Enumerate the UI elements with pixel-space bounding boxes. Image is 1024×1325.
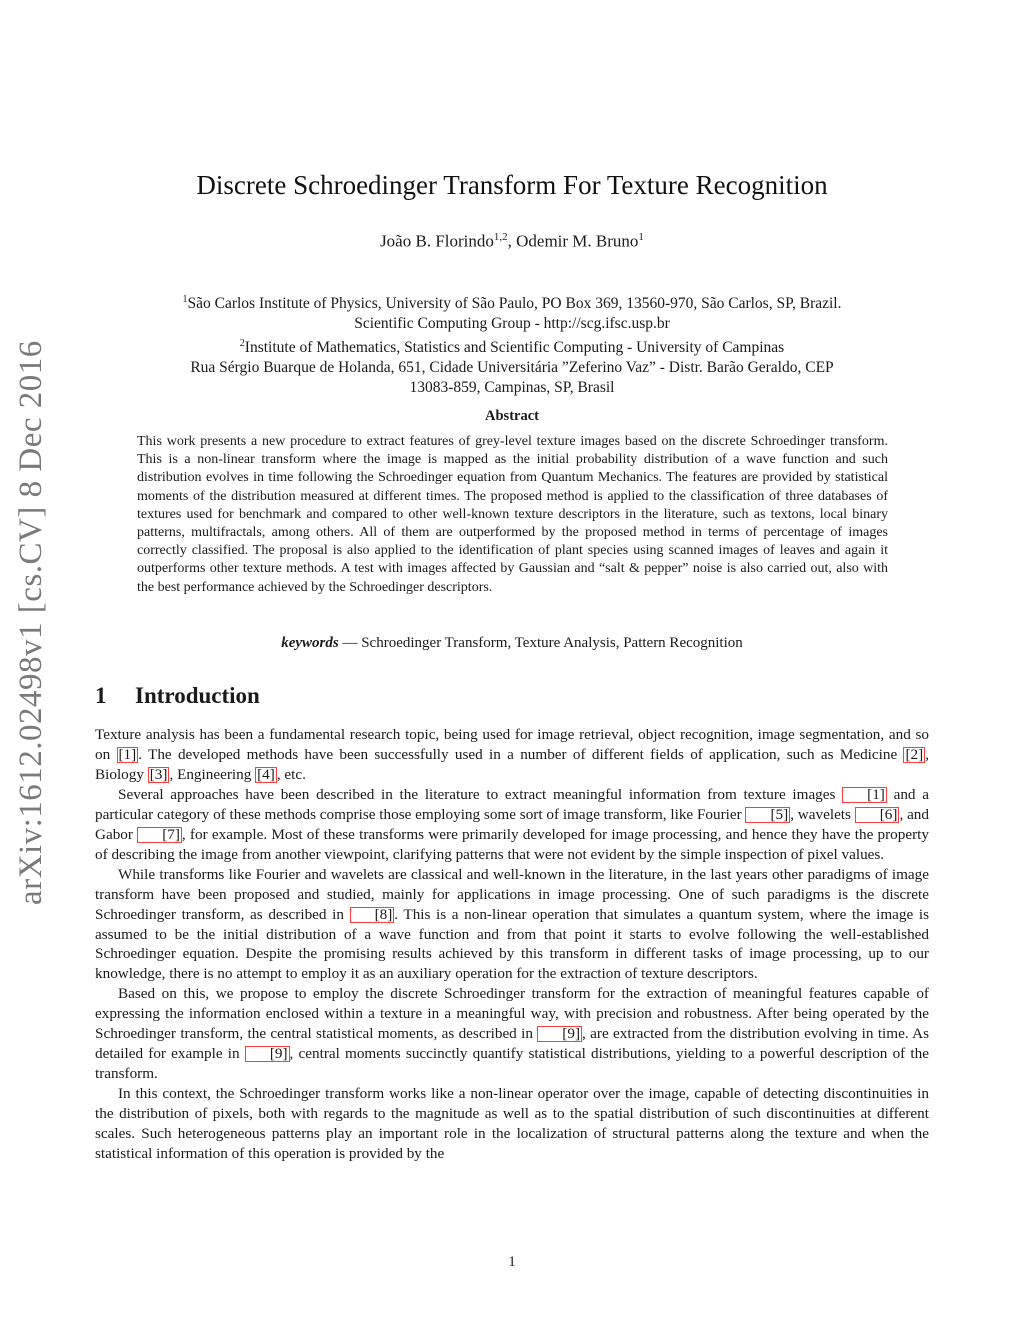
text-run: . This is a non-linear operation that simulates a quantum system, where the image is assumed to be the initial distribution of a wave function and from that point it starts to evolve following the well-established Schroedinger equation. Despite the promising results achieved by this transform in different tasks of image processing, up to our knowledge, there is no attempt to employ it as an auxiliary operation for the extraction of texture descriptors. [95,905,929,983]
text-run: , and Gabor [95,805,929,843]
text-run: , Biology [95,745,929,783]
affiliation-marker: 1 [182,294,188,305]
citation-link[interactable]: [1] [118,745,137,763]
text-run: Several approaches have been described in the literature to extract meaningful information from texture images [118,785,843,803]
text-run: While transforms like Fourier and wavelets are classical and well-known in the literature, in the last years other paradigms of image transform have been proposed and studied, mainly for applications in image processing. One of such paradigms is the discrete Schroedinger transform, as described in [95,865,929,923]
author-name: João B. Florindo [380,231,494,251]
paragraph [95,984,929,1084]
section-number: 1 [95,683,107,708]
text-run: Texture analysis has been a fundamental research topic, being used for image retrieval, object recognition, image segmentation, and so on [95,726,929,763]
citation-link[interactable]: [9] [537,1026,582,1042]
paragraph [95,725,929,785]
affiliation-marker: 1,2 [493,231,508,243]
affiliation-line: Scientific Computing Group - http://scg.ifsc.usp.br [354,315,670,333]
affiliation-text: São Carlos Institute of Physics, University of São Paulo, PO Box 369, 13560-970, São Carlos, SP, Brazil. [187,295,842,313]
abstract-text: This work presents a new procedure to extract features of grey-level texture images based on the discrete Schroedinger transform. This is a non-linear transform where the image is mapped as the initial probability distribution of a wave function and such distribution evolves in time following the Schroedinger equation from Quantum Mechanics. The features are provided by statistical moments of the distribution measured at different times. The proposed method is applied to the classification of three databases of textures used for benchmark and compared to other well-known texture descriptors in the literature, such as textons, local binary patterns, multifractals, among others. All of them are outperformed by the proposed method in terms of percentage of images correctly classified. The proposal is also applied to the identification of plant species using scanned images of leaves and again it outperforms other texture methods. A test with images affected by Gaussian and “salt & pepper” noise is also carried out, also with the best performance achieved by the Schroedinger descriptors. [137,434,888,595]
text-run: and a particular category of these methods comprise those employing some sort of image transform, like Fourier [95,785,929,823]
paragraph [95,865,929,985]
text-run: , are extracted from the distribution evolving in time. As detailed for example in [95,1025,930,1063]
abstract-heading: Abstract [485,408,539,424]
citation-link[interactable]: [6] [855,807,900,823]
text-run: , central moments succinctly quantify statistical distributions, yielding to a powerful description of the transform. [95,1045,929,1083]
text-run: , for example. Most of these transforms were primarily developed for image processing, and hence they have the property of describing the image from another viewpoint, clarifying patterns that were not evident by the simple inspection of pixel values. [95,825,929,863]
citation-link[interactable]: [1] [842,787,887,803]
body-text [95,725,929,1164]
arxiv-stamp: arXiv:1612.02498v1 [cs.CV] 8 Dec 2016 [13,340,49,905]
citation-link[interactable]: [5] [745,807,790,823]
author-list [0,225,1024,254]
keywords-text: — Schroedinger Transform, Texture Analysis, Pattern Recognition [338,635,743,651]
text-run: . The developed methods have been successfully used in a number of different fields of application, such as Medicine [138,745,904,763]
citation-link[interactable]: [9] [245,1046,290,1062]
citation-link[interactable]: [2] [905,745,924,763]
text-run: , Engineering [169,765,256,783]
text-run: Based on this, we propose to employ the discrete Schroedinger transform for the extraction of meaningful features capable of expressing the information enclosed within a texture in a meaningful way, with precision and robustness. After being operated by the Schroedinger transform, the central statistical moments, as described in [95,985,929,1043]
section-heading [95,681,695,711]
citation-link[interactable]: [8] [350,907,395,923]
author-separator: , [507,231,517,251]
section-title: Introduction [135,683,260,708]
affiliation-line [110,290,914,314]
affiliation-marker: 1 [638,231,644,243]
affiliation-line: 13083-859, Campinas, SP, Brasil [409,379,615,397]
citation-link[interactable]: [3] [149,765,168,783]
paper-title: Discrete Schroedinger Transform For Texture Recognition [196,170,828,200]
page-number: 1 [508,1254,516,1270]
affiliation-line [110,334,914,358]
affiliation-text: Institute of Mathematics, Statistics and Scientific Computing - University of Campinas [244,339,785,357]
keywords-label: keywords [281,635,339,651]
text-run: , etc. [276,765,306,783]
paragraph [95,785,929,865]
affiliation-marker: 2 [239,338,245,350]
citation-link[interactable]: [7] [137,827,182,843]
keywords-line [0,633,1024,653]
text-run: , wavelets [790,805,855,823]
affiliation-line: Rua Sérgio Buarque de Holanda, 651, Cidade Universitária ”Zeferino Vaz” - Distr. Barão Geraldo, CEP [190,359,834,377]
paragraph [95,1084,929,1164]
citation-link[interactable]: [4] [257,765,275,783]
author-name: Odemir M. Bruno [516,231,639,251]
text-run: In this context, the Schroedinger transform works like a non-linear operator over the image, capable of detecting discontinuities in the distribution of pixels, both with regards to the magnitude as well as to the spatial distribution of such discontinuities at different scales. Such heterogeneous patterns play an important role in the localization of structural patterns along the texture and when the statistical information of this operation is provided by the [95,1085,929,1163]
affiliations [110,290,914,398]
